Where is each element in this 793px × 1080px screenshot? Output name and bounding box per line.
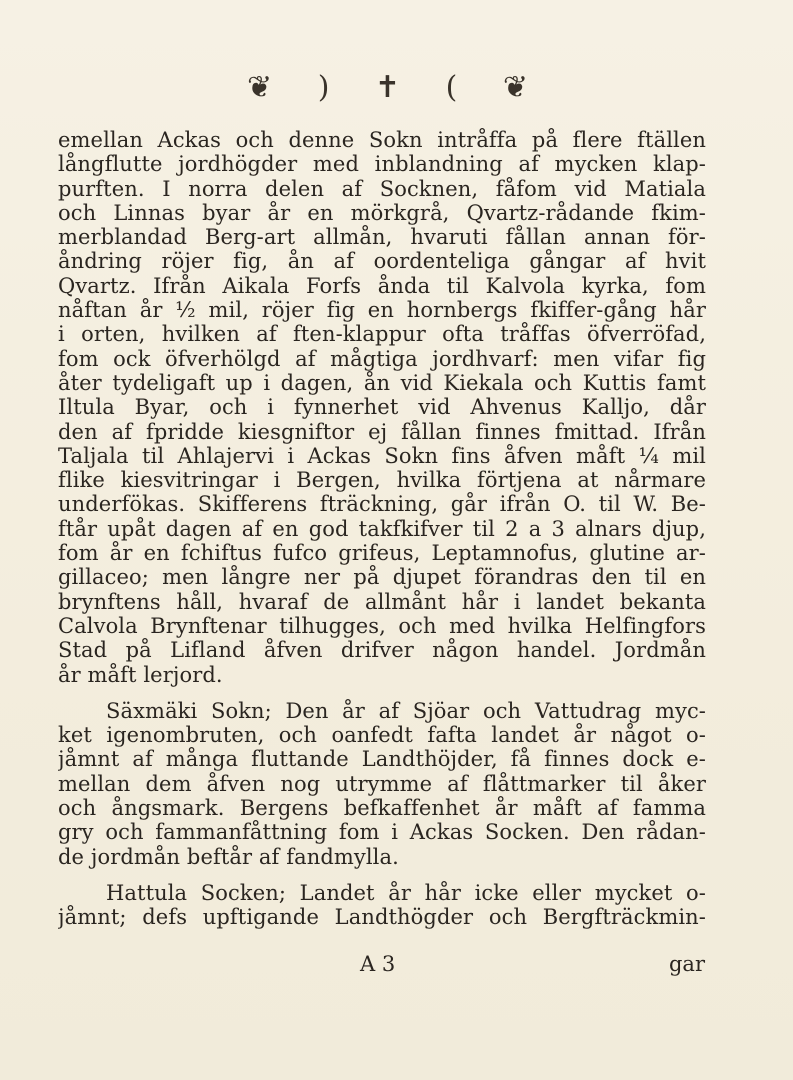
paragraph-gap bbox=[58, 687, 706, 699]
text-line: merblandad Berg-art allmån, hvaruti fållan annan för- bbox=[58, 225, 706, 250]
text-line: flike kiesvitringar i Bergen, hvilka förtjena at nårmare bbox=[58, 468, 706, 493]
text-line: ftår upåt dagen af en god takfkifver til 2 a 3 alnars djup, bbox=[58, 516, 706, 541]
header-ornament: ❦ ) ✝ ( ❦ bbox=[247, 70, 546, 105]
text-line: fom ock öfverhölgd af mågtiga jordhvarf: men vifar fig bbox=[58, 346, 706, 371]
text-line: och ångsmark. Bergens befkaffenhet år måft af famma bbox=[58, 796, 706, 821]
text-line: purften. I norra delen af Socknen, fåfom vid Matiala bbox=[58, 176, 706, 201]
text-line: Iltula Byar, och i fynnerhet vid Ahvenus Kalljo, dår bbox=[58, 395, 706, 420]
text-line: Hattula Socken; Landet år hår icke eller mycket o- bbox=[106, 880, 706, 905]
text-line: Stad på Lifland åfven drifver någon handel. Jordmån bbox=[58, 638, 706, 663]
text-line: och Linnas byar år en mörkgrå, Qvartz-rådande fkim- bbox=[58, 200, 706, 225]
text-line: Säxmäki Sokn; Den år af Sjöar och Vattudrag myc- bbox=[106, 698, 706, 723]
paragraph-gap bbox=[58, 869, 706, 881]
text-line: nåftan år ½ mil, röjer fig en hornbergs fkiffer-gång hår bbox=[58, 298, 706, 323]
text-line: de jordmån beftår af fandmylla. bbox=[58, 844, 399, 869]
text-line: gry och fammanfåttning fom i Ackas Socken. Den rådan- bbox=[58, 820, 706, 845]
text-line: år måft lerjord. bbox=[58, 662, 223, 687]
paragraph bbox=[58, 881, 706, 930]
text-line: Qvartz. Ifrån Aikala Forfs ånda til Kalvola kyrka, fom bbox=[58, 273, 706, 298]
text-line: i orten, hvilken af ften-klappur ofta tråffas öfverröfad, bbox=[58, 322, 706, 347]
body-text bbox=[58, 128, 706, 930]
text-line: Taljala til Ahlajervi i Ackas Sokn fins åfven måft ¼ mil bbox=[58, 443, 706, 468]
text-line: fom år en fchiftus fufco grifeus, Leptamnofus, glutine ar- bbox=[58, 541, 706, 566]
signature-mark: A 3 bbox=[360, 952, 396, 976]
text-line: Calvola Brynftenar tilhugges, och med hvilka Helfingfors bbox=[58, 613, 706, 638]
text-line: långflutte jordhögder med inblandning af mycken klap- bbox=[58, 152, 706, 177]
text-line: underfökas. Skifferens fträckning, går ifrån O. til W. Be- bbox=[58, 492, 706, 517]
paragraph bbox=[58, 699, 706, 869]
text-line: jåmnt; defs upftigande Landthögder och Bergfträckmin- bbox=[58, 905, 706, 930]
text-line: den af fpridde kiesgniftor ej fållan finnes fmittad. Ifrån bbox=[58, 419, 706, 444]
paragraph bbox=[58, 128, 706, 687]
text-line: åndring röjer fig, ån af oordenteliga gångar af hvit bbox=[58, 249, 706, 274]
text-line: mellan dem åfven nog utrymme af flåttmarker til åker bbox=[58, 771, 706, 796]
text-line: ket igenombruten, och oanfedt fafta landet år något o- bbox=[58, 723, 706, 748]
page-footer bbox=[0, 952, 793, 982]
catchword: gar bbox=[668, 952, 705, 976]
text-line: gillaceo; men långre ner på djupet förandras den til en bbox=[58, 565, 706, 590]
text-line: åter tydeligaft up i dagen, ån vid Kiekala och Kuttis famt bbox=[58, 370, 706, 395]
text-line: jåmnt af många fluttande Landthöjder, få finnes dock e- bbox=[58, 747, 706, 772]
text-line: brynftens håll, hvaraf de allmånt hår i landet bekanta bbox=[58, 589, 706, 614]
text-line: emellan Ackas och denne Sokn intråffa på flere ftällen bbox=[58, 128, 706, 152]
